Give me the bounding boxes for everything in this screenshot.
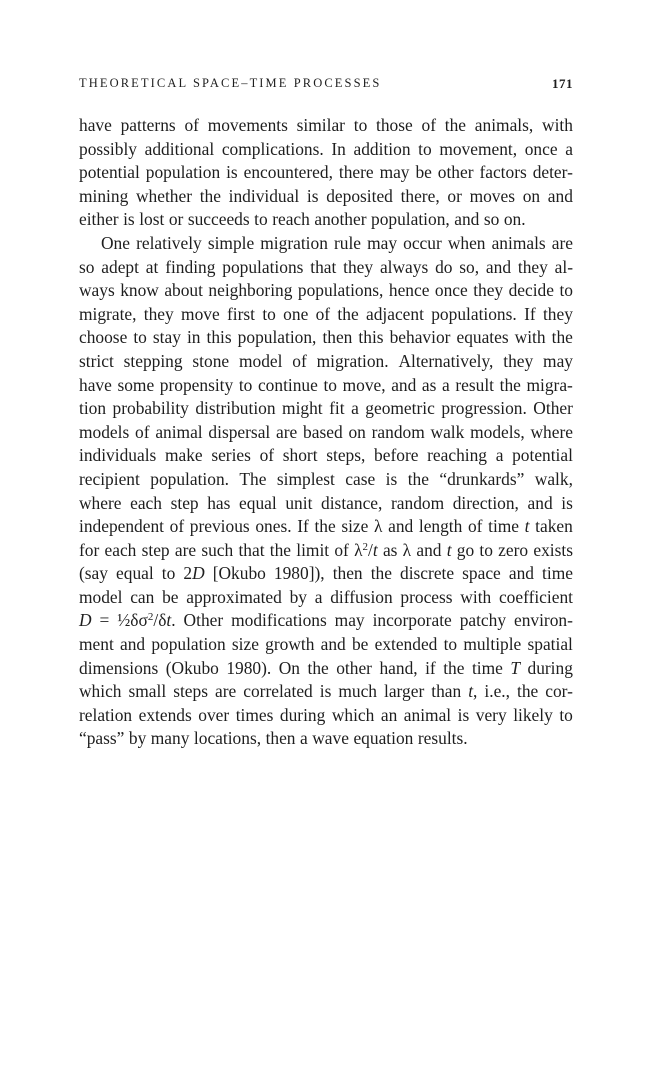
- text-line: tion probability distribution might fit a geometric progression. Other: [79, 398, 573, 419]
- text-line: where each step has equal unit distance, random direction, and is: [79, 492, 573, 513]
- text-line: “pass” by many locations, then a wave equation results.: [79, 728, 468, 749]
- text-line: have some propensity to continue to move, and as a result the migra-: [79, 374, 573, 395]
- page-header: [79, 76, 573, 96]
- text-line: independent of previous ones. If the size λ and length of time t taken: [79, 516, 573, 537]
- text-line: ment and population size growth and be extended to multiple spatial: [79, 634, 573, 655]
- text-line: ways know about neighboring populations, hence once they decide to: [79, 280, 573, 301]
- text-line: dimensions (Okubo 1980). On the other hand, if the time T during: [79, 657, 573, 678]
- text-line: choose to stay in this population, then this behavior equates with the: [79, 327, 573, 348]
- running-head: THEORETICAL SPACE–TIME PROCESSES: [79, 76, 382, 90]
- text-line: One relatively simple migration rule may occur when animals are: [101, 232, 573, 253]
- text-line: mining whether the individual is deposited there, or moves on and: [79, 185, 573, 206]
- text-line: (say equal to 2D [Okubo 1980]), then the discrete space and time: [79, 563, 573, 584]
- text-line: either is lost or succeeds to reach another population, and so on.: [79, 209, 526, 230]
- text-line: individuals make series of short steps, before reaching a potential: [79, 445, 573, 466]
- text-line: D = $\frac{1}{2}\delta\sigma^2/\delta t$. Other modifications may incorporate patchy environ-: [79, 610, 573, 631]
- text-line: strict stepping stone model of migration. Alternatively, they may: [79, 350, 573, 371]
- text-line: relation extends over times during which an animal is very likely to: [79, 704, 573, 725]
- text-line: so adept at finding populations that they always do so, and they al-: [79, 256, 573, 277]
- text-line: potential population is encountered, there may be other factors deter-: [79, 162, 573, 183]
- text-line: possibly additional complications. In addition to movement, once a: [79, 138, 573, 159]
- text-line: migrate, they move first to one of the adjacent populations. If they: [79, 303, 573, 324]
- text-line: which small steps are correlated is much larger than t, i.e., the cor-: [79, 681, 573, 702]
- text-line: for each step are such that the limit of $\lambda^2/t$ as λ and t go to zero exists: [79, 539, 573, 560]
- text-line: model can be approximated by a diffusion process with coefficient: [79, 586, 573, 607]
- body-text: [79, 114, 573, 751]
- text-line: have patterns of movements similar to those of the animals, with: [79, 115, 573, 135]
- text-line: models of animal dispersal are based on random walk models, where: [79, 421, 573, 442]
- paragraph: [79, 232, 573, 751]
- text-line: recipient population. The simplest case is the “drunkards” walk,: [79, 468, 573, 489]
- paragraph: [79, 114, 573, 232]
- page-number: 171: [552, 76, 573, 91]
